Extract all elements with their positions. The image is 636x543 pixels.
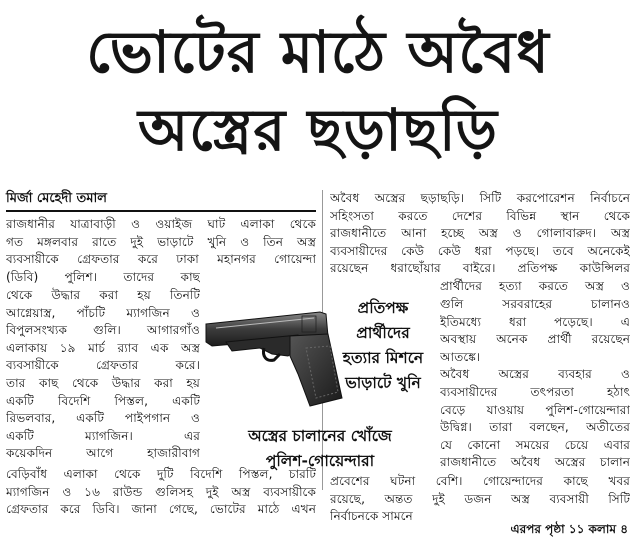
- text-line: একটি ম্যাগজিন। এর: [6, 428, 200, 443]
- column-1-narrow: [6, 287, 200, 463]
- subhead-line: প্রার্থীদের: [356, 324, 410, 342]
- text-line: গুলি সরবরাহের চালানও: [440, 297, 630, 311]
- subhead-bottom: [204, 424, 436, 474]
- text-line: সহিংসতা করতে দেশের বিভিন্ন স্থান থেকে: [330, 208, 630, 223]
- text-line: কয়েকদিন আগে হাজারীবাগ: [6, 446, 200, 461]
- subhead-line: হত্যার মিশনে: [342, 349, 424, 367]
- text-line: রাজধানীতে আনা হচ্ছে অস্ত্র ও গোলাবারুদ। অস্ত্র: [330, 226, 630, 241]
- column-2-top: [330, 190, 630, 296]
- text-line: ব্যবসায়ীকে গ্রেফতার করে।: [6, 358, 200, 373]
- headline-line-2: অস্ত্রের ছড়াছড়ি: [137, 96, 499, 164]
- text-line: যে কোনো সময়ের চেয়ে এবার: [440, 437, 630, 452]
- text-line: গত মঙ্গলবার রাতে দুই ভাড়াটে খুনি ও তিন অস্ত্র: [6, 234, 316, 249]
- subhead-line: পুলিশ-গোয়েন্দারা: [265, 452, 375, 470]
- text-line: উদ্বিগ্ন। তারা বলছেন, অতীতের: [440, 420, 630, 435]
- text-line: থেকে উদ্ধার করা হয় তিনটি: [6, 288, 200, 302]
- text-line: ব্যবসায়ীদের কেউ কেউ ধরা পড়ছে। তবে অনেকেই: [330, 243, 630, 258]
- text-line: (ডিবি) পুলিশ। তাদের কাছ: [6, 269, 200, 284]
- subhead-top: [330, 296, 436, 396]
- continuation-note: এরপর পৃষ্ঠা ১১ কলাম ৪: [510, 522, 628, 536]
- text-line: এলাকায় ১৯ মার্চ র‌্যাব এক অস্ত্র: [6, 340, 200, 355]
- text-line: অবৈধ অস্ত্রের ছড়াছড়ি। সিটি করপোরেশন নির্বাচনে: [330, 191, 630, 205]
- text-line: রাজধানীর যাত্রাবাড়ী ও ওয়াইজ ঘাট এলাকা থেকে: [6, 217, 316, 231]
- subhead-line: প্রতিপক্ষ: [357, 299, 409, 317]
- text-line: প্রবেশের ঘটনা বেশি। গোয়েন্দাদের কাছে খবর: [330, 474, 630, 488]
- text-line: বিপুলসংখ্যক গুলি। আগারগাঁও: [6, 323, 200, 338]
- text-line: রয়েছে, অন্তত দুই ডজন অস্ত্র ব্যবসায়ী সিটি: [330, 491, 630, 506]
- subhead-line: ভাড়াটে খুনি: [345, 374, 421, 392]
- byline: মির্জা মেহেদী তমাল: [6, 191, 107, 206]
- headline-line-1: ভোটের মাঠে অবৈধ: [86, 18, 550, 86]
- subhead-line: অস্ত্রের চালানের খোঁজে: [248, 427, 392, 445]
- byline-rule: [6, 210, 316, 212]
- text-line: ব্যবসায়ীদের তৎপরতা হঠাৎ: [440, 384, 630, 399]
- text-line: প্রার্থীদের হত্যা করতে অস্ত্র ও: [440, 278, 630, 293]
- column-2-narrow: [440, 296, 630, 472]
- text-line: রাজধানীতে অবৈধ অস্ত্রের চালান: [440, 455, 630, 470]
- text-line: বেড়ে যাওয়ায় পুলিশ-গোয়েন্দারা: [440, 402, 630, 417]
- column-1-top: [6, 216, 316, 286]
- text-line: একটি বিদেশি পিস্তল, একটি: [6, 393, 200, 408]
- text-line: আগ্নেয়াস্ত্র, পাঁচটি ম্যাগজিন ও: [6, 305, 200, 320]
- text-line: ম্যাগজিন ও ১৬ রাউন্ড গুলিসহ দুই অস্ত্র ব্যবসায়ীকে: [6, 484, 316, 499]
- text-line: তার কাছ থেকে উদ্ধার করা হয়: [6, 375, 200, 390]
- text-line: বেড়িবাঁধ এলাকা থেকে দুটি বিদেশি পিস্তল, চারটি: [6, 467, 316, 481]
- text-line: ব্যবসায়ীকে গ্রেফতার করে ঢাকা মহানগর গোয়েন্দা: [6, 252, 316, 267]
- text-line: অবস্থায় অনেক প্রার্থী রয়েছেন: [440, 332, 630, 347]
- text-line: রিভলবার, একটি পাইপগান ও: [6, 411, 200, 426]
- text-line: গ্রেফতার করে ডিবি। জানা গেছে, ভোটের মাঠে এখন: [6, 502, 316, 517]
- text-line: রয়েছেন ধরাছোঁয়ার বাইরে। প্রতিপক্ষ কাউন্সিলর: [330, 261, 630, 276]
- text-line: ইতিমধ্যে ধরা পড়েছে। এ: [440, 314, 630, 329]
- text-line: আতঙ্কে।: [440, 349, 481, 364]
- text-line: অবৈধ অস্ত্রের ব্যবহার ও: [440, 367, 630, 382]
- text-line: নির্বাচনকে সামনে: [330, 509, 413, 524]
